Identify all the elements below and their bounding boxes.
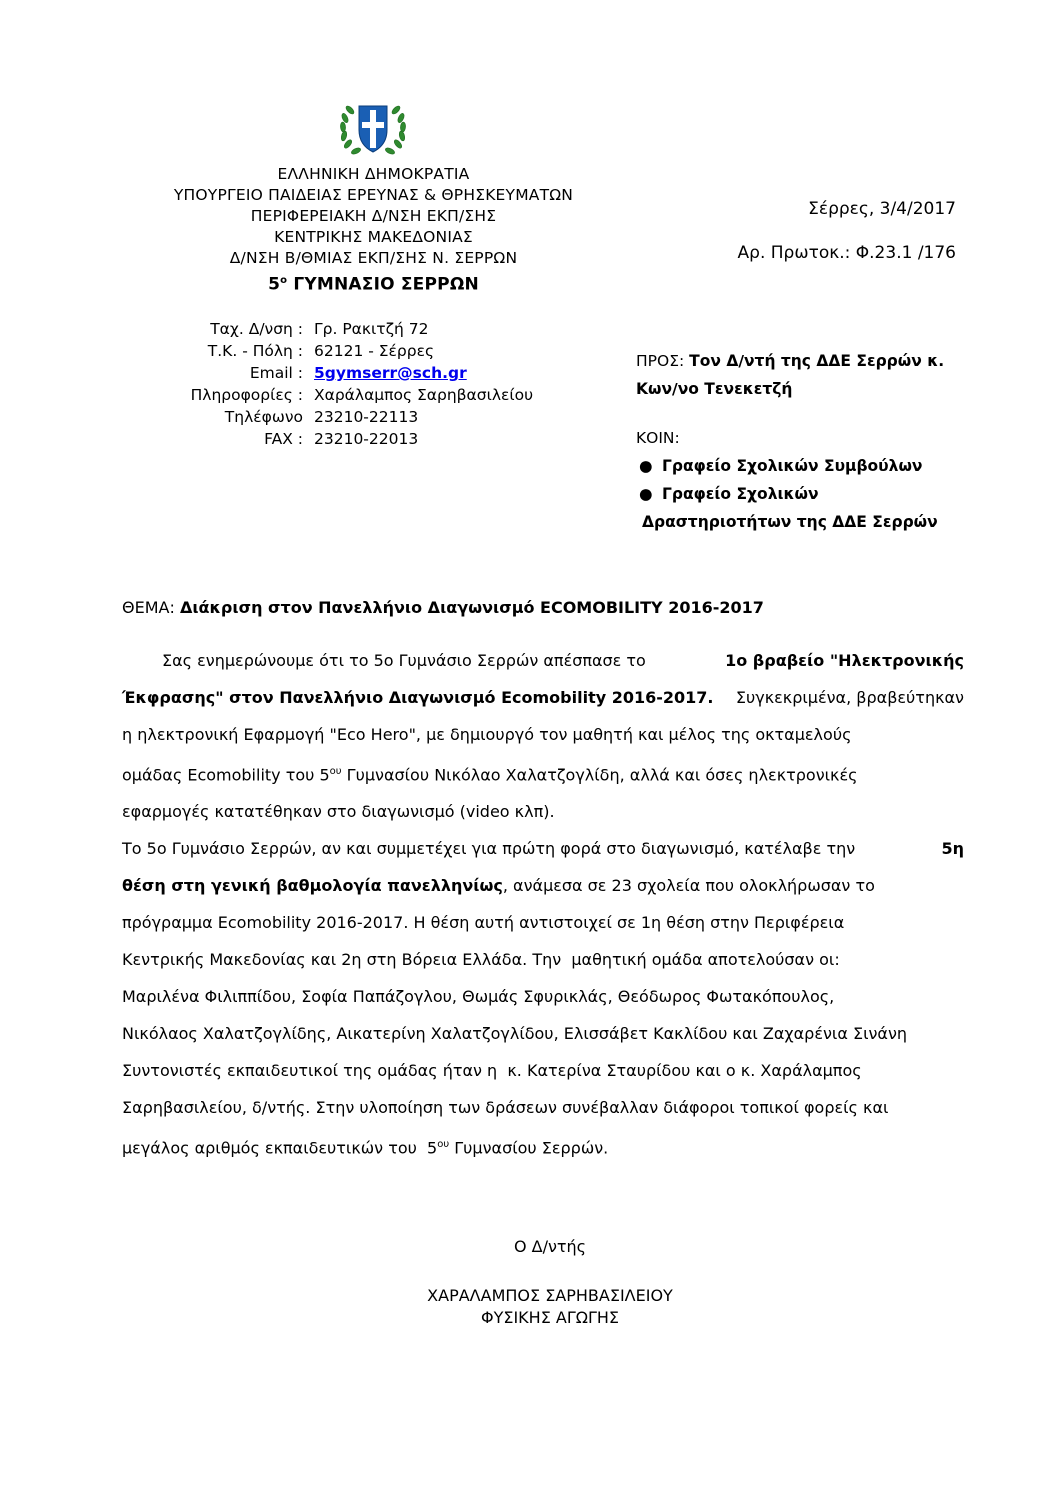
- phone-value: 23210-22113: [314, 408, 419, 426]
- zip-value: 62121 - Σέρρες: [314, 342, 435, 360]
- school-name: $5^o$ ΓΥΜΝΑΣΙΟ ΣΕΡΡΩΝ: [268, 274, 479, 295]
- body-line-12: Συντονιστές εκπαιδευτικοί της ομάδας ήταν η κ. Κατερίνα Σταυρίδου και ο κ. Χαράλαμπος: [122, 1061, 862, 1081]
- to-label: ΠΡΟΣ:: [636, 352, 685, 370]
- body-line-11: Νικόλαος Χαλατζογλίδης, Αικατερίνη Χαλατζογλίδου, Ελισσάβετ Κακλίδου και Ζαχαρένια Σινάνη: [122, 1024, 908, 1044]
- signature-role: ΦΥΣΙΚΗΣ ΑΓΩΓΗΣ: [480, 1308, 620, 1327]
- body-line-3: η ηλεκτρονική Εφαρμογή "Eco Hero", με δημιουργό τον μαθητή και μέλος της οκταμελούς: [122, 725, 852, 744]
- header-line-1: ΕΛΛΗΝΙΚΗ ΔΗΜΟΚΡΑΤΙΑ: [277, 165, 470, 183]
- body-line-8: πρόγραμμα Ecomobility 2016-2017. Η θέση αυτή αντιστοιχεί σε 1η θέση στην Περιφέρεια: [122, 913, 845, 933]
- contact-address-row: [150, 318, 533, 340]
- protocol-number: Αρ. Πρωτοκ.: Φ.23.1 /176: [737, 243, 956, 263]
- header-line-5: Δ/ΝΣΗ Β/ΘΜΙΑΣ ΕΚΠ/ΣΗΣ Ν. ΣΕΡΡΩΝ: [229, 249, 518, 267]
- cc-item-2: ● Γραφείο Σχολικών: [636, 480, 938, 508]
- body-line-4: ομάδας Ecomobility του $5^{o\upsilon}$ Γυμνασίου Νικόλαο Χαλατζογλίδη, αλλά και όσες ηλεκτρονικές: [122, 765, 858, 785]
- letter-body: [122, 642, 964, 1167]
- recipient-to: [636, 347, 944, 403]
- header-line-3: ΠΕΡΙΦΕΡΕΙΑΚΗ Δ/ΝΣΗ ΕΚΠ/ΣΗΣ: [250, 207, 497, 225]
- contact-zip-row: [150, 340, 533, 362]
- body-line-13: Σαρηβασιλείου, δ/ντής. Στην υλοποίηση των δράσεων συνέβαλλαν διάφοροι τοπικοί φορείς και: [122, 1098, 889, 1118]
- zip-label: Τ.Κ. - Πόλη :: [207, 342, 303, 360]
- contact-email-row: [150, 362, 533, 384]
- cc-item-1: ● Γραφείο Σχολικών Συμβούλων: [636, 452, 938, 480]
- subject-line: [122, 598, 764, 617]
- cc-list: [636, 452, 938, 508]
- body-line-7: θέση στη γενική βαθμολογία πανελληνίως, ανάμεσα σε 23 σχολεία που ολοκλήρωσαν το: [122, 876, 875, 896]
- subject-label: ΘΕΜΑ:: [122, 598, 175, 617]
- contact-info-row: [150, 384, 533, 406]
- to-line-2: Κων/νο Τενεκετζή: [636, 380, 793, 398]
- address-value: Γρ. Ρακιτζή 72: [314, 320, 429, 338]
- header-line-2: ΥΠΟΥΡΓΕΙΟ ΠΑΙΔΕΙΑΣ ΕΡΕΥΝΑΣ & ΘΡΗΣΚΕΥΜΑΤΩΝ: [173, 186, 574, 204]
- body-line-1: Σας ενημερώνουμε ότι το 5ο Γυμνάσιο Σερρών απέσπασε το 1ο βραβείο "Ηλεκτρονικής: [162, 651, 964, 670]
- body-line-14: μεγάλος αριθμός εκπαιδευτικών του $5^{o\upsilon}$ Γυμνασίου Σερρών.: [122, 1138, 609, 1158]
- to-line-1: Τον Δ/ντή της ΔΔΕ Σερρών κ.: [689, 352, 945, 370]
- body-line-5: εφαρμογές κατατέθηκαν στο διαγωνισμό (video κλπ).: [122, 802, 555, 822]
- signature-title: Ο Δ/ντής: [513, 1237, 587, 1256]
- info-label: Πληροφορίες :: [190, 386, 303, 404]
- fax-label: FAX :: [264, 430, 303, 448]
- info-value: Χαράλαμπος Σαρηβασιλείου: [314, 386, 534, 404]
- issuer-header: [140, 164, 607, 296]
- email-label: Email :: [249, 364, 303, 382]
- body-line-6: Το 5ο Γυμνάσιο Σερρών, αν και συμμετέχει για πρώτη φορά στο διαγωνισμό, κατέλαβε την 5η: [122, 839, 964, 859]
- signature-name: ΧΑΡΑΛΑΜΠΟΣ ΣΑΡΗΒΑΣΙΛΕΙΟΥ: [427, 1286, 673, 1305]
- contact-info: [150, 318, 533, 450]
- body-line-9: Κεντρικής Μακεδονίας και 2η στη Βόρεια Ελλάδα. Την μαθητική ομάδα αποτελούσαν οι:: [122, 950, 840, 970]
- document-date: Σέρρες, 3/4/2017: [808, 199, 956, 219]
- header-line-4: ΚΕΝΤΡΙΚΗΣ ΜΑΚΕΔΟΝΙΑΣ: [274, 228, 473, 246]
- fax-value: 23210-22013: [314, 430, 419, 448]
- subject-text: Διάκριση στον Πανελλήνιο Διαγωνισμό ECOMOBILITY 2016-2017: [179, 598, 764, 617]
- bullet-icon: ●: [639, 457, 653, 475]
- bullet-icon: ●: [639, 485, 653, 503]
- contact-phone-row: [150, 406, 533, 428]
- cc-label: ΚΟΙΝ:: [636, 429, 680, 447]
- phone-label: Τηλέφωνο: [224, 408, 303, 426]
- cc-item-2-continuation: Δραστηριοτήτων της ΔΔΕ Σερρών: [642, 513, 938, 531]
- right-column: [636, 192, 966, 532]
- recipient-cc: [636, 424, 938, 536]
- body-line-10: Μαριλένα Φιλιππίδου, Σοφία Παπάζογλου, Θωμάς Σφυρικλάς, Θεόδωρος Φωτακόπουλος,: [122, 987, 835, 1007]
- contact-fax-row: [150, 428, 533, 450]
- greek-emblem-icon: [336, 98, 410, 158]
- email-link[interactable]: 5gymserr@sch.gr: [314, 364, 467, 382]
- body-line-2: Έκφρασης" στον Πανελλήνιο Διαγωνισμό Ecomobility 2016-2017. Συγκεκριμένα, βραβεύτηκαν: [122, 688, 964, 707]
- address-label: Ταχ. Δ/νση :: [210, 320, 303, 338]
